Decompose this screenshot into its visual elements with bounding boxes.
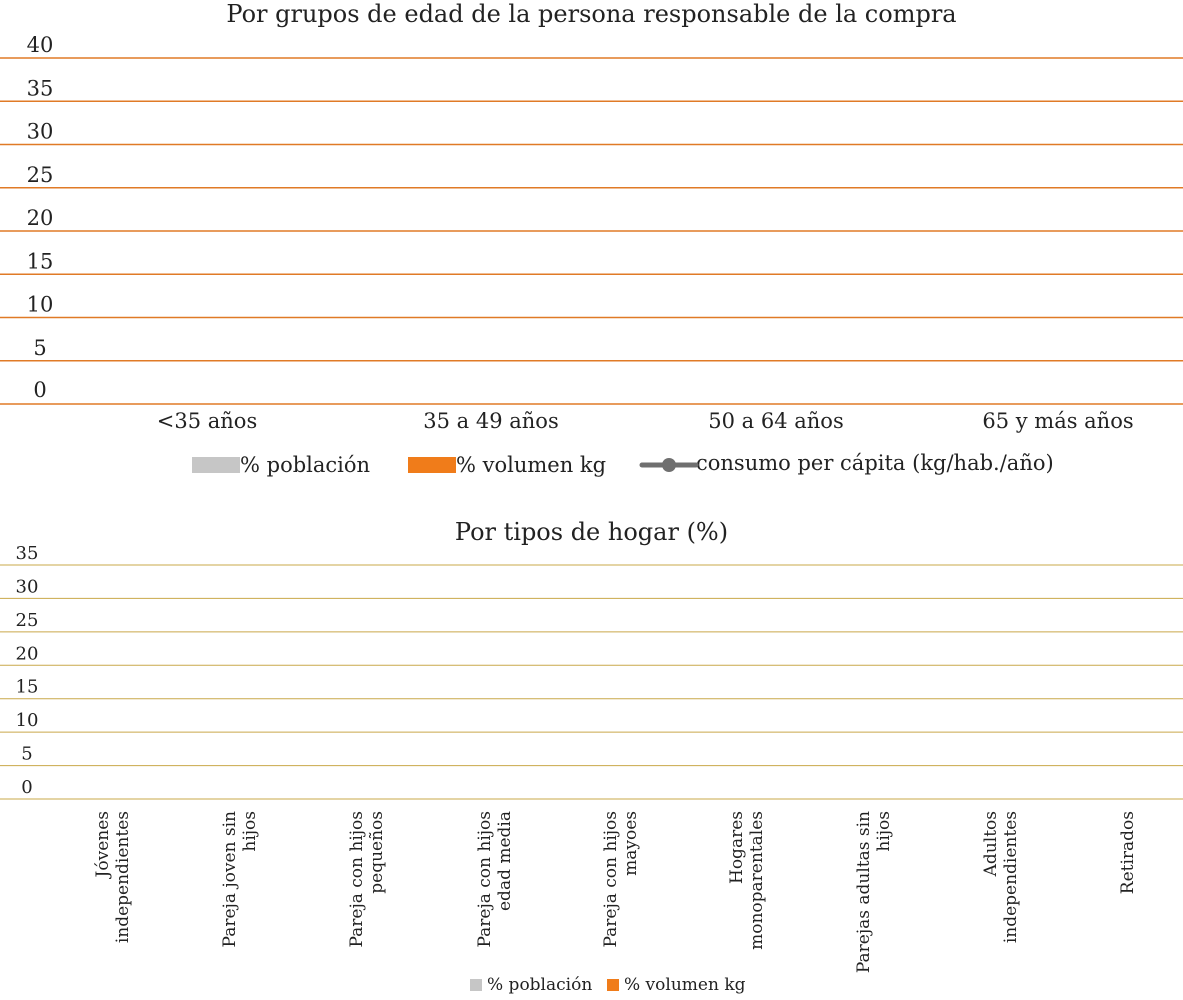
y-tick-label: 30 xyxy=(15,576,39,598)
legend-swatch-poblacion xyxy=(192,457,240,473)
legend-label-consumo: consumo per cápita (kg/hab./año) xyxy=(696,451,1054,475)
legend-swatch-poblacion xyxy=(470,979,482,991)
x-tick-label xyxy=(1118,811,1138,894)
x-tick-label-line: independientes xyxy=(113,811,133,944)
legend-label-volumen: % volumen kg xyxy=(624,975,746,995)
x-tick-label: 50 a 64 años xyxy=(708,409,844,433)
legend-label-volumen: % volumen kg xyxy=(456,453,607,477)
legend-label-poblacion: % población xyxy=(487,975,593,995)
x-tick-label xyxy=(220,811,260,947)
x-tick-label-line: independientes xyxy=(1001,811,1021,944)
y-tick-label: 15 xyxy=(15,676,39,698)
x-tick-label-line: Hogares xyxy=(727,811,747,884)
x-tick-label: <35 años xyxy=(156,409,258,433)
x-tick-label-line: Pareja con hijos xyxy=(475,811,495,948)
x-tick-label-line: Adultos xyxy=(981,811,1001,877)
legend-swatch-volumen xyxy=(408,457,456,473)
y-tick-label: 10 xyxy=(15,710,39,732)
x-tick-label-line: mayoes xyxy=(621,811,641,876)
y-tick-label: 0 xyxy=(21,777,33,798)
x-tick-label: 35 a 49 años xyxy=(423,409,559,433)
y-tick-label: 25 xyxy=(15,609,39,631)
chart-legend xyxy=(0,975,1183,999)
y-tick-label: 30 xyxy=(26,119,54,144)
legend-line-marker-icon xyxy=(642,453,696,473)
legend-item-poblacion xyxy=(470,975,592,995)
legend-item-volumen xyxy=(607,975,746,995)
y-tick-label: 15 xyxy=(26,249,54,274)
x-tick-label xyxy=(981,811,1021,943)
chart-plot-area xyxy=(0,515,1183,1000)
legend-item-volumen xyxy=(408,453,606,477)
x-tick-label xyxy=(475,811,515,948)
x-tick-label-line: Jóvenes xyxy=(93,811,113,878)
chart-plot-area xyxy=(0,0,1183,460)
x-tick-label xyxy=(93,811,133,943)
y-tick-label: 35 xyxy=(26,76,54,101)
y-tick-label: 10 xyxy=(26,292,54,317)
chart-household-types xyxy=(0,515,1183,1000)
x-tick-label-line: edad media xyxy=(495,811,515,911)
legend-label-poblacion: % población xyxy=(240,453,371,477)
x-tick-label-line: Pareja con hijos xyxy=(347,811,367,948)
y-tick-label: 5 xyxy=(33,335,47,360)
y-tick-label: 5 xyxy=(21,743,33,765)
x-tick-label-line: Pareja con hijos xyxy=(601,811,621,948)
y-tick-label: 35 xyxy=(15,543,39,564)
x-tick-label-line: monoparentales xyxy=(747,811,767,950)
y-tick-label: 0 xyxy=(33,378,47,402)
legend-item-consumo xyxy=(642,451,1054,475)
x-tick-label-line: Retirados xyxy=(1118,811,1138,895)
x-tick-label: 65 y más años xyxy=(982,409,1134,433)
chart-title: Por grupos de edad de la persona responsable de la compra xyxy=(226,0,957,28)
x-tick-label xyxy=(727,811,767,950)
x-tick-label-line: Pareja joven sin xyxy=(220,811,240,948)
x-tick-label xyxy=(601,811,641,948)
x-tick-label-line: hijos xyxy=(874,811,894,852)
chart-age-groups xyxy=(0,0,1183,490)
chart-title: Por tipos de hogar (%) xyxy=(454,518,729,546)
y-tick-label: 20 xyxy=(15,643,39,665)
legend-swatch-volumen xyxy=(607,979,619,991)
y-tick-label: 40 xyxy=(26,33,54,57)
y-tick-label: 25 xyxy=(26,162,54,187)
x-tick-label-line: Parejas adultas sin xyxy=(854,811,874,974)
x-tick-label-line: hijos xyxy=(240,811,260,852)
legend-item-poblacion xyxy=(192,453,370,477)
x-tick-label xyxy=(854,811,894,973)
x-tick-label-line: pequeños xyxy=(367,811,387,894)
x-tick-label xyxy=(347,811,387,948)
y-tick-label: 20 xyxy=(26,206,54,230)
chart-legend xyxy=(0,453,1183,483)
